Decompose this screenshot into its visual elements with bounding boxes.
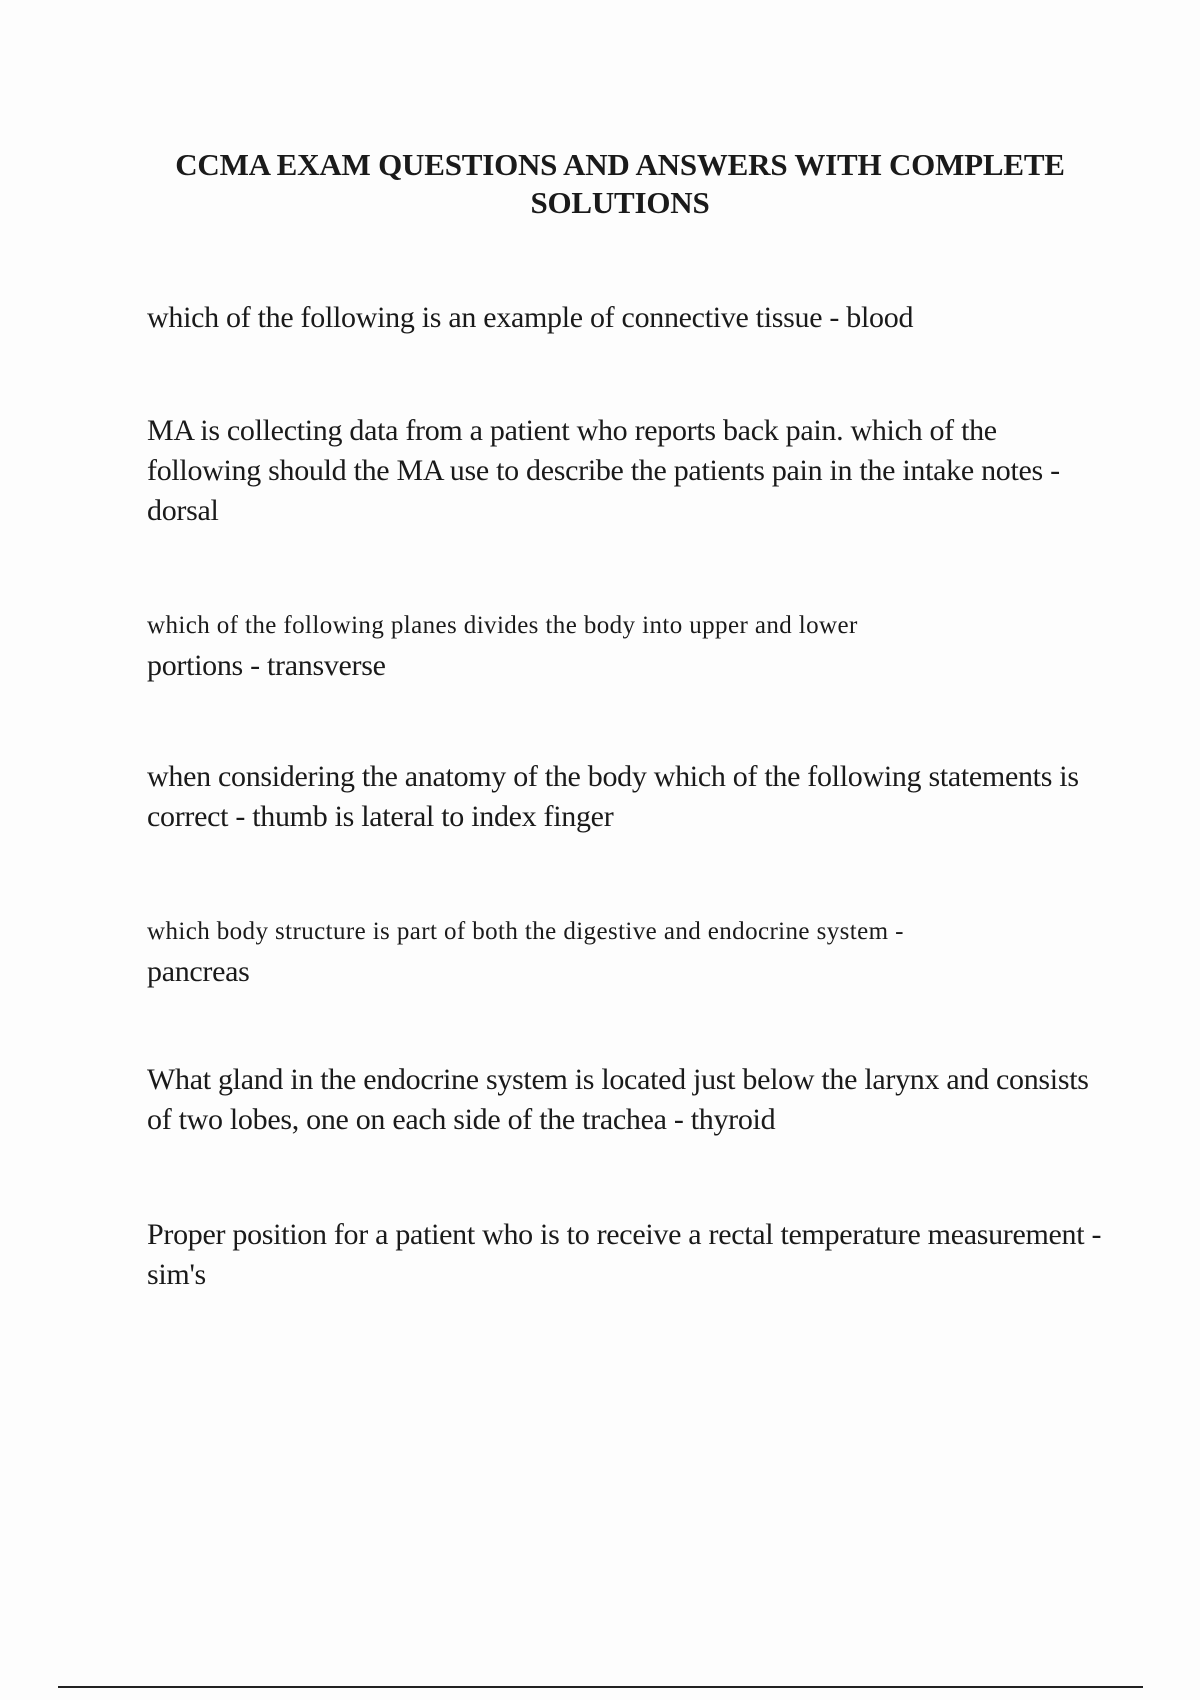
qa-item-rectal-temperature: Proper position for a patient who is to receive a rectal temperature measurement - sim's	[147, 1218, 1102, 1291]
qa-item-body-structure-answer: pancreas	[147, 955, 250, 988]
qa-item-planes-question: which of the following planes divides the body into upper and lower	[147, 612, 858, 639]
qa-item-planes-answer: portions - transverse	[147, 649, 386, 682]
qa-item-endocrine-gland: What gland in the endocrine system is located just below the larynx and consists of two lobes, one on each side of the trachea - thyroid	[147, 1063, 1089, 1136]
qa-item-back-pain: MA is collecting data from a patient who reports back pain. which of the following should the MA use to describe the patients pain in the intake notes - dorsal	[147, 414, 1060, 527]
qa-item-planes	[147, 606, 1107, 686]
document-title: CCMA EXAM QUESTIONS AND ANSWERS WITH COMPLETE SOLUTIONS	[175, 147, 1065, 220]
footer-divider	[58, 1686, 1143, 1688]
qa-item-anatomy-statement: when considering the anatomy of the body which of the following statements is correct - thumb is lateral to index finger	[147, 760, 1079, 833]
qa-item-body-structure-question: which body structure is part of both the digestive and endocrine system -	[147, 918, 904, 945]
qa-item-connective-tissue: which of the following is an example of connective tissue - blood	[147, 301, 914, 334]
qa-item-body-structure	[147, 912, 1107, 992]
